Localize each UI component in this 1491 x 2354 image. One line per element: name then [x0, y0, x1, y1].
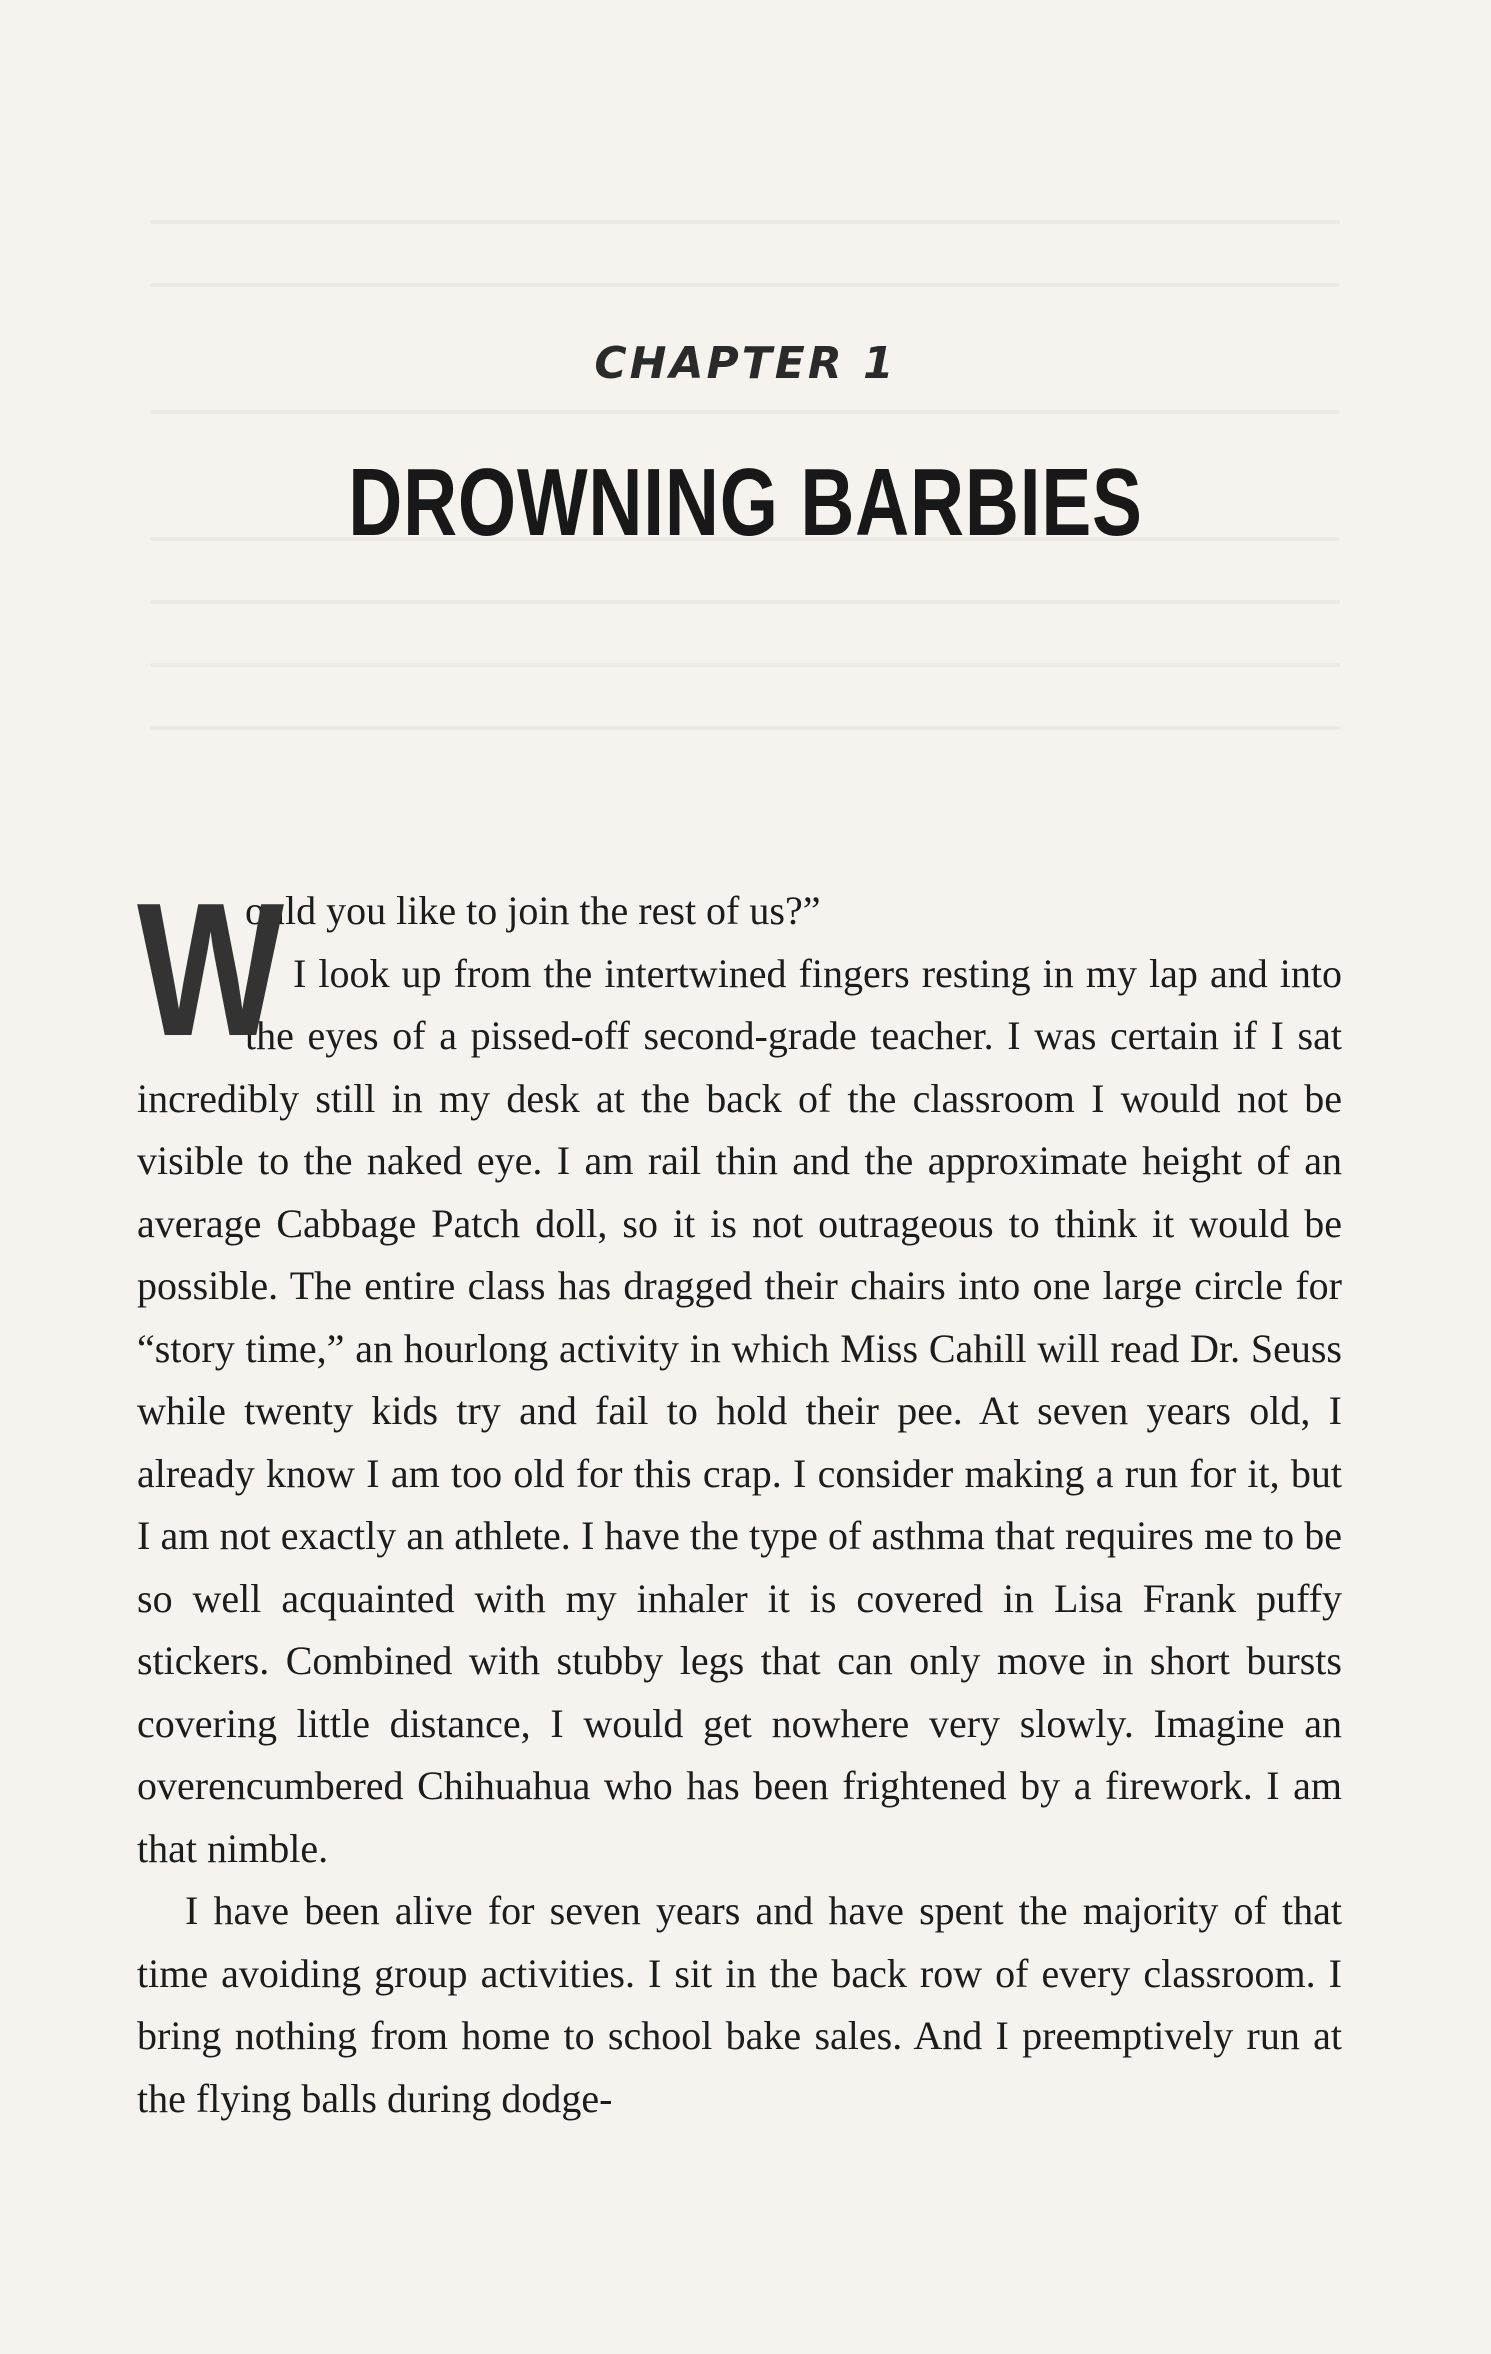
bleed-line [150, 726, 1340, 730]
drop-cap: W [137, 864, 285, 1076]
bleed-line [150, 410, 1340, 414]
opening-line: ould you like to join the rest of us?” [245, 888, 821, 933]
chapter-body [137, 864, 1342, 2130]
paragraph-text: I have been alive for seven years and have spent the majority of that time avoiding group activities. I sit in the back row of every classroom. I bring nothing from home to school bake sales. And I preemptively run at the flying balls during dodge- [137, 1888, 1342, 2121]
bleed-line [150, 663, 1340, 667]
chapter-title: DROWNING BARBIES [348, 449, 1143, 556]
bleed-line [150, 220, 1340, 224]
paragraph-text: I look up from the intertwined fingers resting in my lap and into the eyes of a pissed-off second-grade teacher. I was certain if I sat incredibly still in my desk at the back of the classroom I would not be visible to the naked eye. I am rail thin and the approximate height of an average Cabbage Patch doll, so it is not outrageous to think it would be possible. The entire class has dragged their chairs into one large circle for “story time,” an hourlong activity in which Miss Cahill will read Dr. Seuss while twenty kids try and fail to hold their pee. At seven years old, I already know I am too old for this crap. I consider making a run for it, but I am not exactly an athlete. I have the type of asthma that requires me to be so well acquainted with my inhaler it is covered in Lisa Frank puffy stickers. Combined with stubby legs that can only move in short bursts covering little distance, I would get nowhere very slowly. Imagine an overencumbered Chihuahua who has been frightened by a firework. I am that nimble. [137, 950, 1342, 1871]
paragraph [137, 1880, 1342, 2130]
bleed-line [150, 600, 1340, 604]
opening-paragraph [137, 864, 1342, 1880]
bleed-line [150, 283, 1340, 287]
chapter-label: CHAPTER 1 [594, 338, 897, 389]
